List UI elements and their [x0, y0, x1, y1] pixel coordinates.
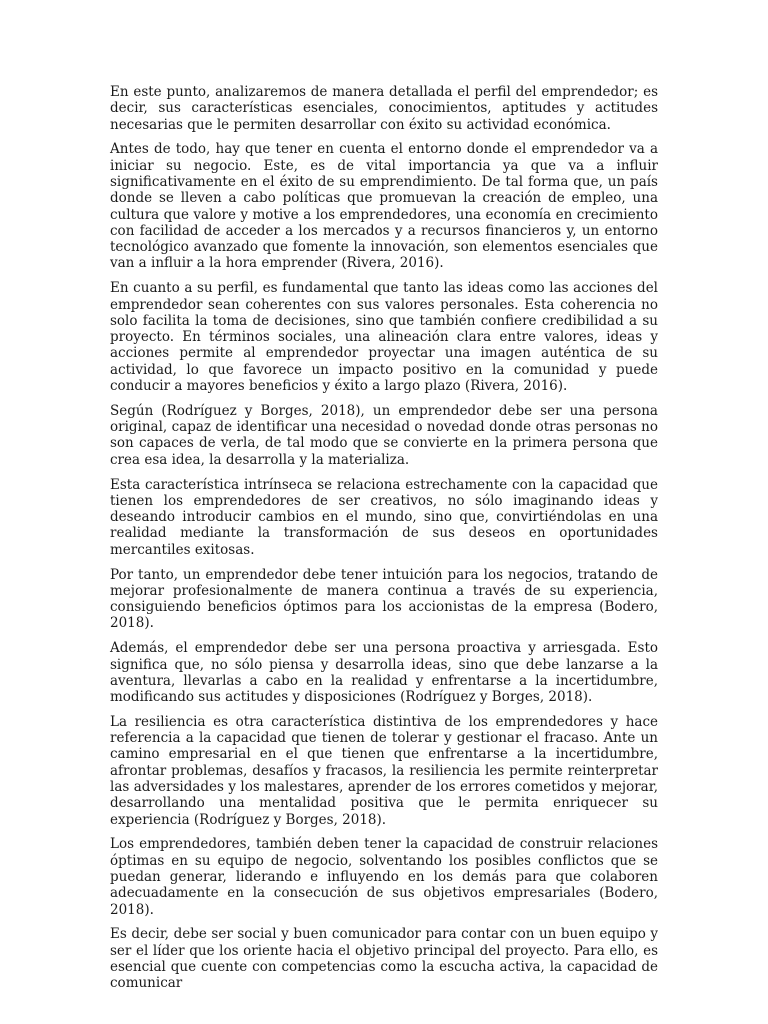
paragraph: Los emprendedores, también deben tener la capacidad de construir relaciones óptimas en su equipo de negocio, solventando los posibles conflictos que se puedan generar, liderando e influyendo en los demás para que colaboren adecuadamente en la consecución de sus objetivos empresariales (Bodero, 2018). [110, 836, 658, 918]
paragraph: En cuanto a su perfil, es fundamental que tanto las ideas como las acciones del emprendedor sean coherentes con sus valores personales. Esta coherencia no solo facilita la toma de decisiones, sino que también confiere credibilidad a su proyecto. En términos sociales, una alineación clara entre valores, ideas y acciones permite al emprendedor proyectar una imagen auténtica de su actividad, lo que favorece un impacto positivo en la comunidad y puede conducir a mayores beneficios y éxito a largo plazo (Rivera, 2016). [110, 280, 658, 395]
paragraph: Esta característica intrínseca se relaciona estrechamente con la capacidad que tienen los emprendedores de ser creativos, no sólo imaginando ideas y deseando introducir cambios en el mundo, sino que, convirtiéndolas en una realidad mediante la transformación de sus deseos en oportunidades mercantiles exitosas. [110, 476, 658, 558]
paragraph: Además, el emprendedor debe ser una persona proactiva y arriesgada. Esto significa que, no sólo piensa y desarrolla ideas, sino que debe lanzarse a la aventura, llevarlas a cabo en la realidad y enfrentarse a la incertidumbre, modificando sus actitudes y disposiciones (Rodríguez y Borges, 2018). [110, 640, 658, 706]
paragraph: Es decir, debe ser social y buen comunicador para contar con un buen equipo y ser el líder que los oriente hacia el objetivo principal del proyecto. Para ello, es esencial que cuente con competencias como la escucha activa, la capacidad de comunicar [110, 926, 658, 992]
paragraph: En este punto, analizaremos de manera detallada el perfil del emprendedor; es decir, sus características esenciales, conocimientos, aptitudes y actitudes necesarias que le permiten desarrollar con éxito su actividad económica. [110, 84, 658, 133]
paragraph: Antes de todo, hay que tener en cuenta el entorno donde el emprendedor va a iniciar su negocio. Este, es de vital importancia ya que va a influir significativamente en el éxito de su emprendimiento. De tal forma que, un país donde se lleven a cabo políticas que promuevan la creación de empleo, una cultura que valore y motive a los emprendedores, una economía en crecimiento con facilidad de acceder a los mercados y a recursos financieros y, un entorno tecnológico avanzado que fomente la innovación, son elementos esenciales que van a influir a la hora emprender (Rivera, 2016). [110, 141, 658, 272]
paragraph: La resiliencia es otra característica distintiva de los emprendedores y hace referencia a la capacidad que tienen de tolerar y gestionar el fracaso. Ante un camino empresarial en el que tienen que enfrentarse a la incertidumbre, afrontar problemas, desafíos y fracasos, la resiliencia les permite reinterpretar las adversidades y los malestares, aprender de los errores cometidos y mejorar, desarrollando una mentalidad positiva que le permita enriquecer su experiencia (Rodríguez y Borges, 2018). [110, 713, 658, 828]
paragraph: Según (Rodríguez y Borges, 2018), un emprendedor debe ser una persona original, capaz de identificar una necesidad o novedad donde otras personas no son capaces de verla, de tal modo que se convierte en la primera persona que crea esa idea, la desarrolla y la materializa. [110, 402, 658, 468]
paragraph: Por tanto, un emprendedor debe tener intuición para los negocios, tratando de mejorar profesionalmente de manera continua a través de su experiencia, consiguiendo beneficios óptimos para los accionistas de la empresa (Bodero, 2018). [110, 566, 658, 632]
document-page [110, 84, 658, 1000]
